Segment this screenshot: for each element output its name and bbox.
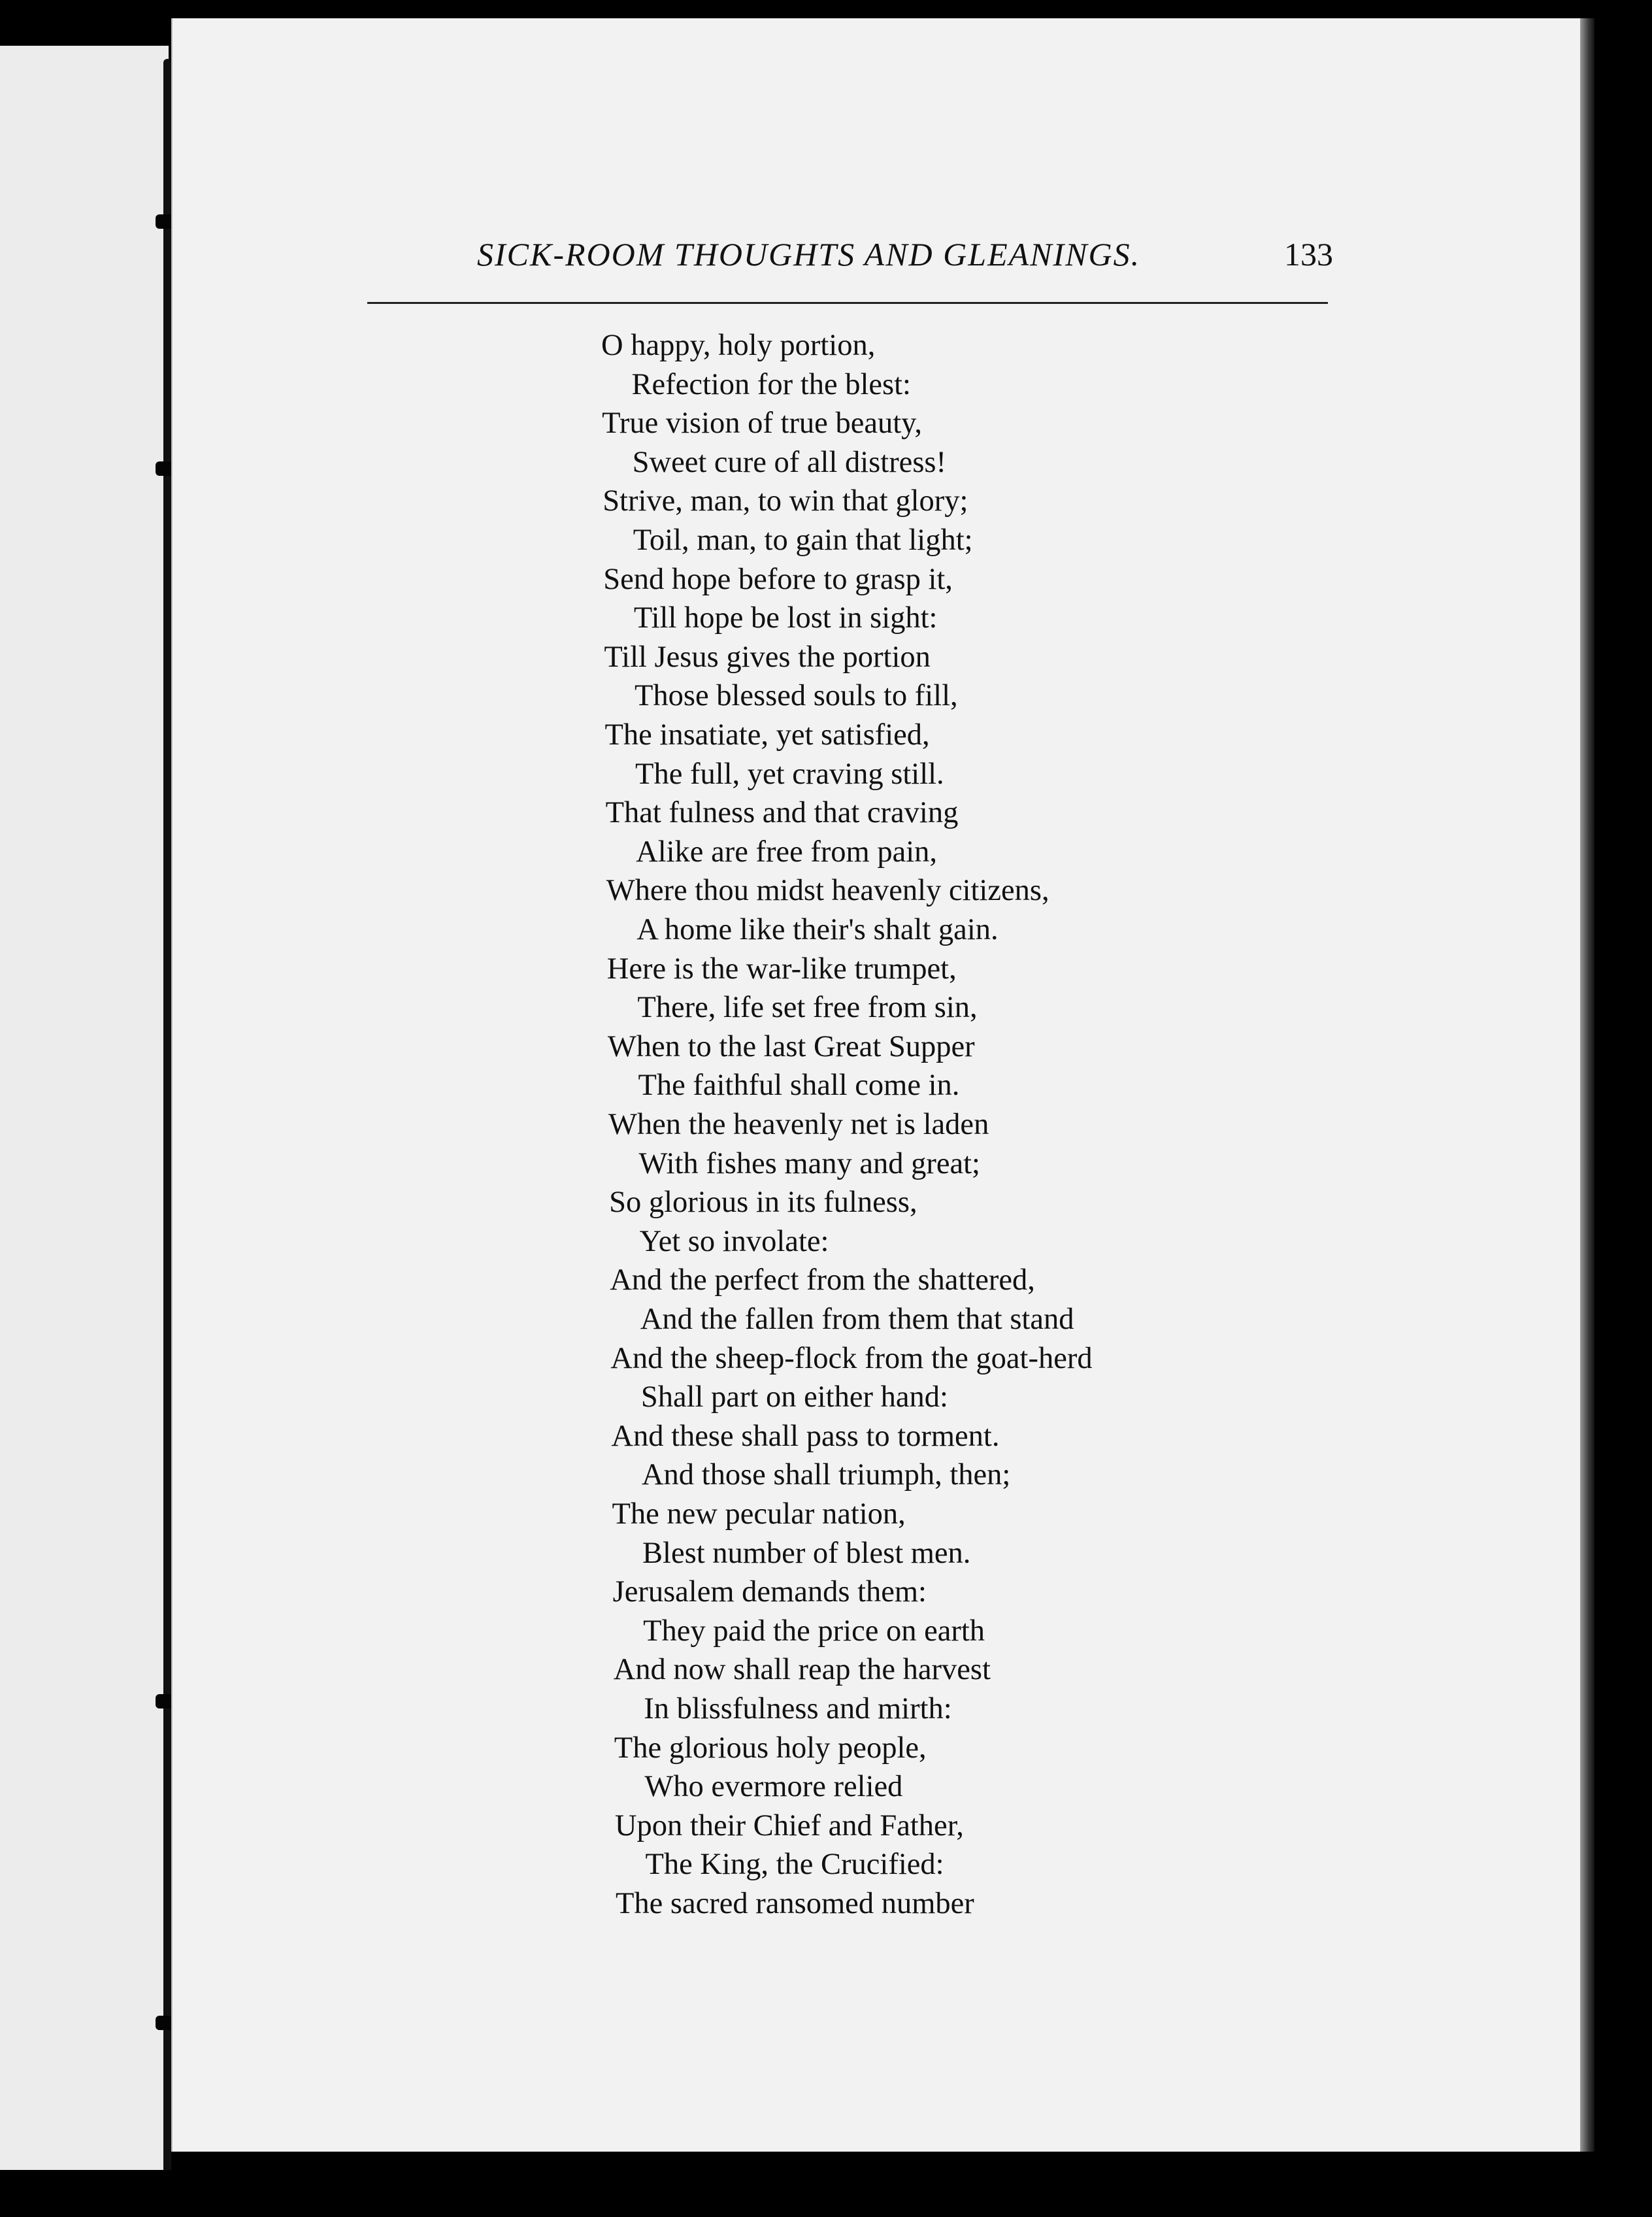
left-page-edge [0,46,169,2170]
poem-line: Till hope be lost in sight: [633,601,938,635]
poem-line: And these shall pass to torment. [611,1419,1000,1453]
poem-line: The King, the Crucified: [645,1848,944,1882]
poem-line: Alike are free from pain, [636,835,938,869]
poem-line: Those blessed souls to fill, [634,679,958,713]
poem-line: Shall part on either hand: [640,1380,948,1414]
poem-line: Blest number of blest men. [642,1536,971,1570]
poem-line: The insatiate, yet satisfied, [604,718,930,752]
poem-line: The sacred ransomed number [616,1887,974,1920]
poem-line: The new pecular nation, [612,1497,906,1531]
poem-line: And the fallen from them that stand [640,1303,1074,1336]
running-title: SICK-ROOM THOUGHTS AND GLEANINGS. [477,236,1141,273]
poem-line: When to the last Great Supper [607,1029,975,1063]
page-edge-shadow [1580,18,1594,2152]
poem-line: Refection for the blest: [631,367,911,401]
poem-line: Toil, man, to gain that light; [633,524,973,557]
poem-line: With fishes many and great; [638,1146,980,1180]
poem-line: Upon their Chief and Father, [614,1809,964,1842]
poem-line: True vision of true beauty, [602,407,923,441]
poem-line: Till Jesus gives the portion [604,640,931,674]
poem-line: In blissfulness and mirth: [644,1692,952,1725]
poem-line: That fulness and that craving [605,796,959,830]
poem-line: And the perfect from the shattered, [610,1263,1035,1297]
poem-line: Here is the war-like trumpet, [606,952,957,986]
poem-line: Jerusalem demands them: [612,1575,927,1609]
poem-line: When the heavenly net is laden [608,1108,989,1141]
poem-line: There, life set free from sin, [637,991,978,1025]
poem-line: And now shall reap the harvest [613,1653,991,1687]
book-spine [163,59,171,2176]
poem-line: The faithful shall come in. [638,1069,960,1103]
poem-line: Sweet cure of all distress! [632,445,946,479]
page-number: 133 [1284,236,1333,273]
poem-line: The glorious holy people, [614,1731,927,1765]
poem-line: And those shall triumph, then; [641,1458,1011,1492]
poem-line: Send hope before to grasp it, [603,562,953,596]
poem-line: Yet so involate: [639,1224,829,1258]
poem-line: And the sheep-flock from the goat-herd [610,1341,1093,1375]
header-rule [367,302,1328,304]
scan-border [0,2170,1652,2217]
poem-line: A home like their's shalt gain. [636,913,999,946]
poem-line: O happy, holy portion, [601,329,876,362]
poem-line: Who evermore relied [644,1770,903,1804]
poem-line: They paid the price on earth [643,1614,985,1648]
poem-line: Where thou midst heavenly citizens, [606,874,1049,908]
poem-line: So glorious in its fulness, [609,1186,917,1220]
poem-line: Strive, man, to win that glory; [603,484,968,518]
poem-line: The full, yet craving still. [635,757,944,791]
